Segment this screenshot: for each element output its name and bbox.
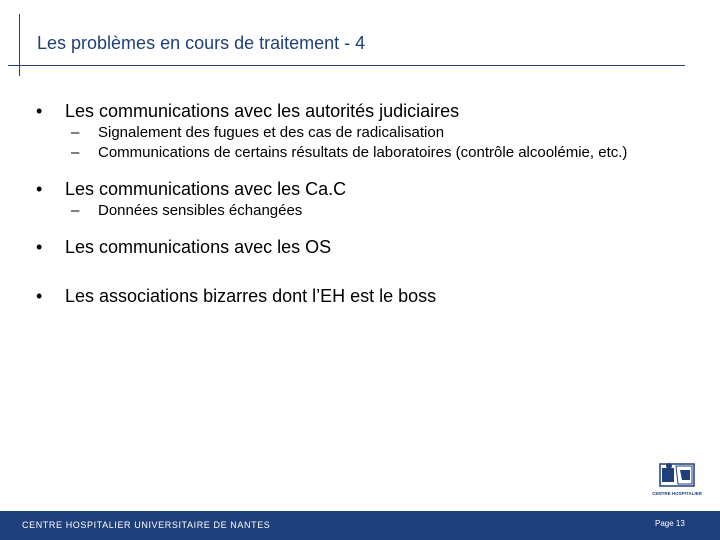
logo-text: CENTRE HOSPITALIER: [652, 491, 702, 496]
sub-bullet-1-1: [30, 125, 670, 141]
sub-bullet-text: Signalement des fugues et des cas de radicalisation: [98, 124, 445, 141]
bullet-text: Les communications avec les autorités judiciaires: [65, 101, 460, 121]
bullet-text: Les communications avec les Ca.C: [65, 179, 347, 199]
bullet-3: [30, 236, 670, 258]
bullet-dot: •: [36, 101, 43, 121]
bullet-dot: •: [36, 286, 43, 306]
logo-mark: [648, 462, 706, 492]
page-number: Page 13: [655, 519, 685, 528]
bullet-text: Les communications avec les OS: [65, 237, 332, 257]
bullet-dot: •: [36, 179, 43, 199]
sub-bullet-text: Communications de certains résultats de laboratoires (contrôle alcoolémie, etc.): [98, 144, 628, 161]
title-vertical-rule: [19, 14, 20, 76]
title-horizontal-rule: [8, 65, 685, 66]
bullet-2: [30, 178, 670, 200]
slide-title: Les problèmes en cours de traitement - 4: [37, 33, 366, 53]
bullet-dot: •: [36, 237, 43, 257]
sub-bullet-dash: –: [71, 144, 80, 161]
slide-content: [30, 100, 670, 307]
sub-bullet-2-1: [30, 203, 670, 219]
bullet-1: [30, 100, 670, 122]
footer-bar: [0, 511, 720, 540]
bullet-text: Les associations bizarres dont l’EH est le boss: [65, 286, 437, 306]
sub-bullet-text: Données sensibles échangées: [98, 202, 303, 219]
chu-nantes-logo-icon: [648, 462, 706, 504]
bullet-4: [30, 285, 670, 307]
sub-bullet-1-2: [30, 145, 670, 161]
footer-organization: CENTRE HOSPITALIER UNIVERSITAIRE DE NANTES: [22, 520, 271, 530]
sub-bullet-dash: –: [71, 124, 80, 141]
sub-bullet-dash: –: [71, 202, 80, 219]
